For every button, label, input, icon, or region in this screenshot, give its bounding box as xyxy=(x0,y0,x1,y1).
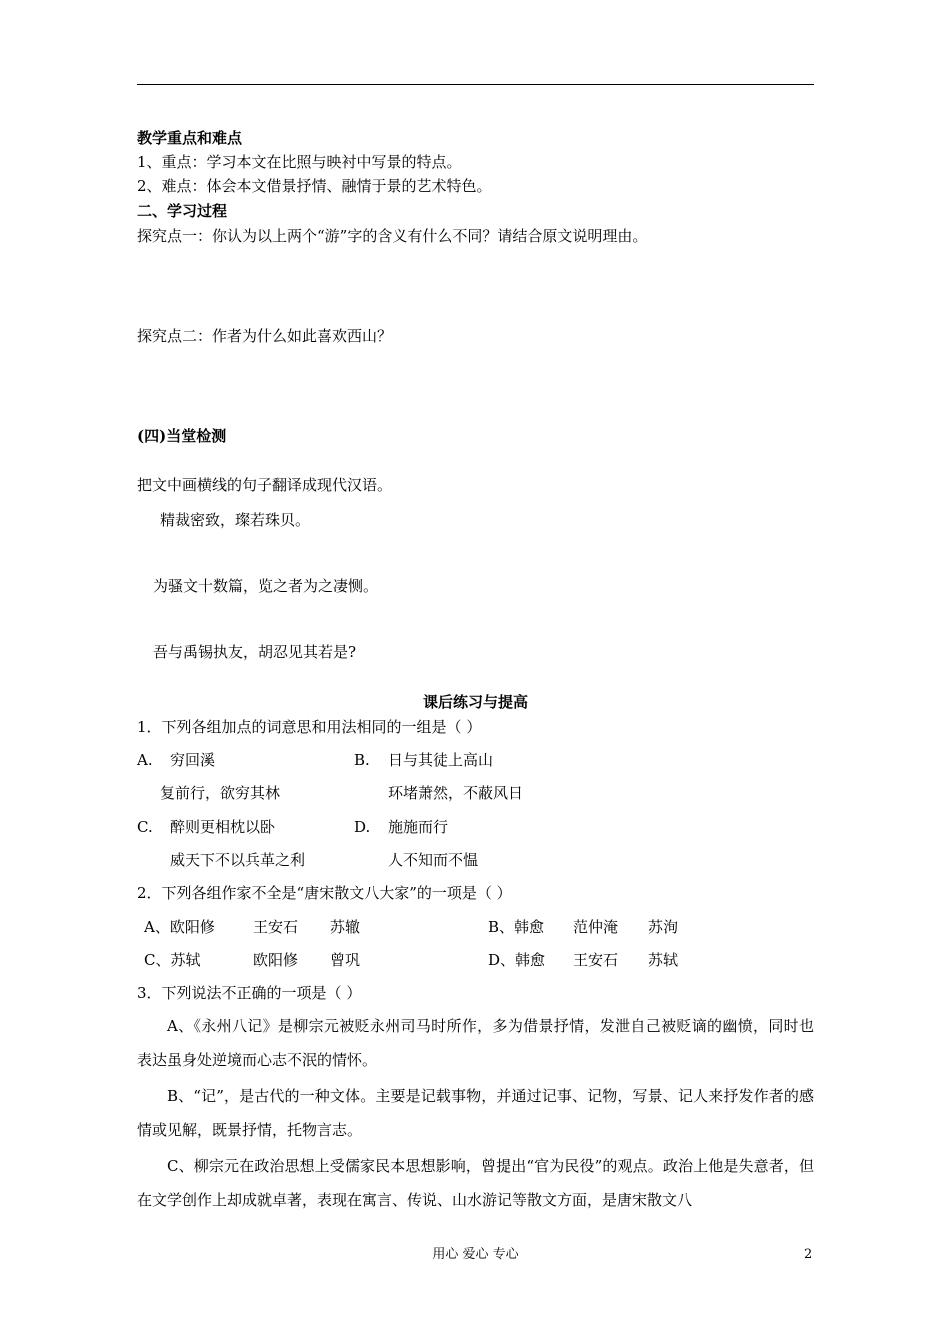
q1-option-d-line1: 施施而行 xyxy=(388,818,449,836)
q1-option-c-line1: 醉则更相枕以卧 xyxy=(170,818,276,836)
q2-stem: 2．下列各组作家不全是“唐宋散文八大家”的一项是（ ） xyxy=(137,884,512,902)
q2-option-b-author2: 范仲淹 xyxy=(573,918,619,936)
header-rule xyxy=(137,84,814,85)
q1-option-b-line2: 环堵萧然，不蔽风日 xyxy=(388,784,524,802)
key-point-line: 1、重点：学习本文在比照与映衬中写景的特点。 xyxy=(137,153,462,171)
q2-option-c-author3: 曾巩 xyxy=(330,951,361,969)
q2-option-a-author2: 王安石 xyxy=(253,918,299,936)
page-number: 2 xyxy=(804,1247,813,1262)
q1-option-b-label: B. xyxy=(354,751,370,769)
q3-option-b: B、“记”，是古代的一种文体。主要是记载事物，并通过记事、记物，写景、记人来抒发作者的感情或见解，既景抒情，托物言志。 xyxy=(137,1087,814,1139)
exercise-title: 课后练习与提高 xyxy=(422,693,528,711)
q2-option-a-author3: 苏辙 xyxy=(330,918,361,936)
page-footer: 用心 爱心 专心 xyxy=(432,1247,519,1262)
q2-option-d-author3: 苏轼 xyxy=(648,951,679,969)
q1-option-c-label: C. xyxy=(137,818,153,836)
q2-option-c-author1: C、苏轼 xyxy=(144,951,201,969)
heading-key-points: 教学重点和难点 xyxy=(137,129,243,147)
translate-sentence-1: 精裁密致，璨若珠贝。 xyxy=(160,511,311,529)
q1-option-a-label: A. xyxy=(137,751,153,769)
q3-option-a: A、《永州八记》是柳宗元被贬永州司马时所作，多为借景抒情，发泄自己被贬谪的幽愤，同时也表达虽身处逆境而心志不泯的情怀。 xyxy=(137,1017,814,1069)
q2-option-b-author3: 苏洵 xyxy=(648,918,679,936)
translate-sentence-2: 为骚文十数篇，览之者为之凄恻。 xyxy=(153,577,379,595)
explore-point-1: 探究点一：你认为以上两个“游”字的含义有什么不同？请结合原文说明理由。 xyxy=(137,227,648,245)
q2-option-b-author1: B、韩愈 xyxy=(488,918,545,936)
q2-option-d-author1: D、韩愈 xyxy=(488,951,546,969)
q1-option-a-line1: 穷回溪 xyxy=(170,751,216,769)
q1-stem: 1．下列各组加点的词意思和用法相同的一组是（ ） xyxy=(137,718,482,736)
explore-point-2: 探究点二：作者为什么如此喜欢西山？ xyxy=(137,327,393,345)
difficulty-line: 2、难点：体会本文借景抒情、融情于景的艺术特色。 xyxy=(137,177,492,195)
q2-option-a-author1: A、欧阳修 xyxy=(144,918,215,936)
q3-option-c: C、柳宗元在政治思想上受儒家民本思想影响，曾提出“官为民役”的观点。政治上他是失意者，但在文学创作上却成就卓著，表现在寓言、传说、山水游记等散文方面，是唐宋散文八 xyxy=(137,1157,814,1209)
section-learning-process: 二、学习过程 xyxy=(137,202,228,220)
q2-option-d-author2: 王安石 xyxy=(573,951,619,969)
q1-option-c-line2: 威天下不以兵革之利 xyxy=(170,851,306,869)
q2-option-c-author2: 欧阳修 xyxy=(253,951,299,969)
q1-option-d-line2: 人不知而不愠 xyxy=(388,851,479,869)
q1-option-b-line1: 日与其徒上高山 xyxy=(388,751,494,769)
q1-option-a-line2: 复前行，欲穷其林 xyxy=(160,784,281,802)
q3-stem: 3．下列说法不正确的一项是（ ） xyxy=(137,984,362,1002)
translate-sentence-3: 吾与禹锡执友，胡忍见其若是? xyxy=(153,643,357,661)
translate-instruction: 把文中画横线的句子翻译成现代汉语。 xyxy=(137,476,393,494)
section-class-check: (四)当堂检测 xyxy=(137,427,227,445)
q1-option-d-label: D. xyxy=(354,818,371,836)
